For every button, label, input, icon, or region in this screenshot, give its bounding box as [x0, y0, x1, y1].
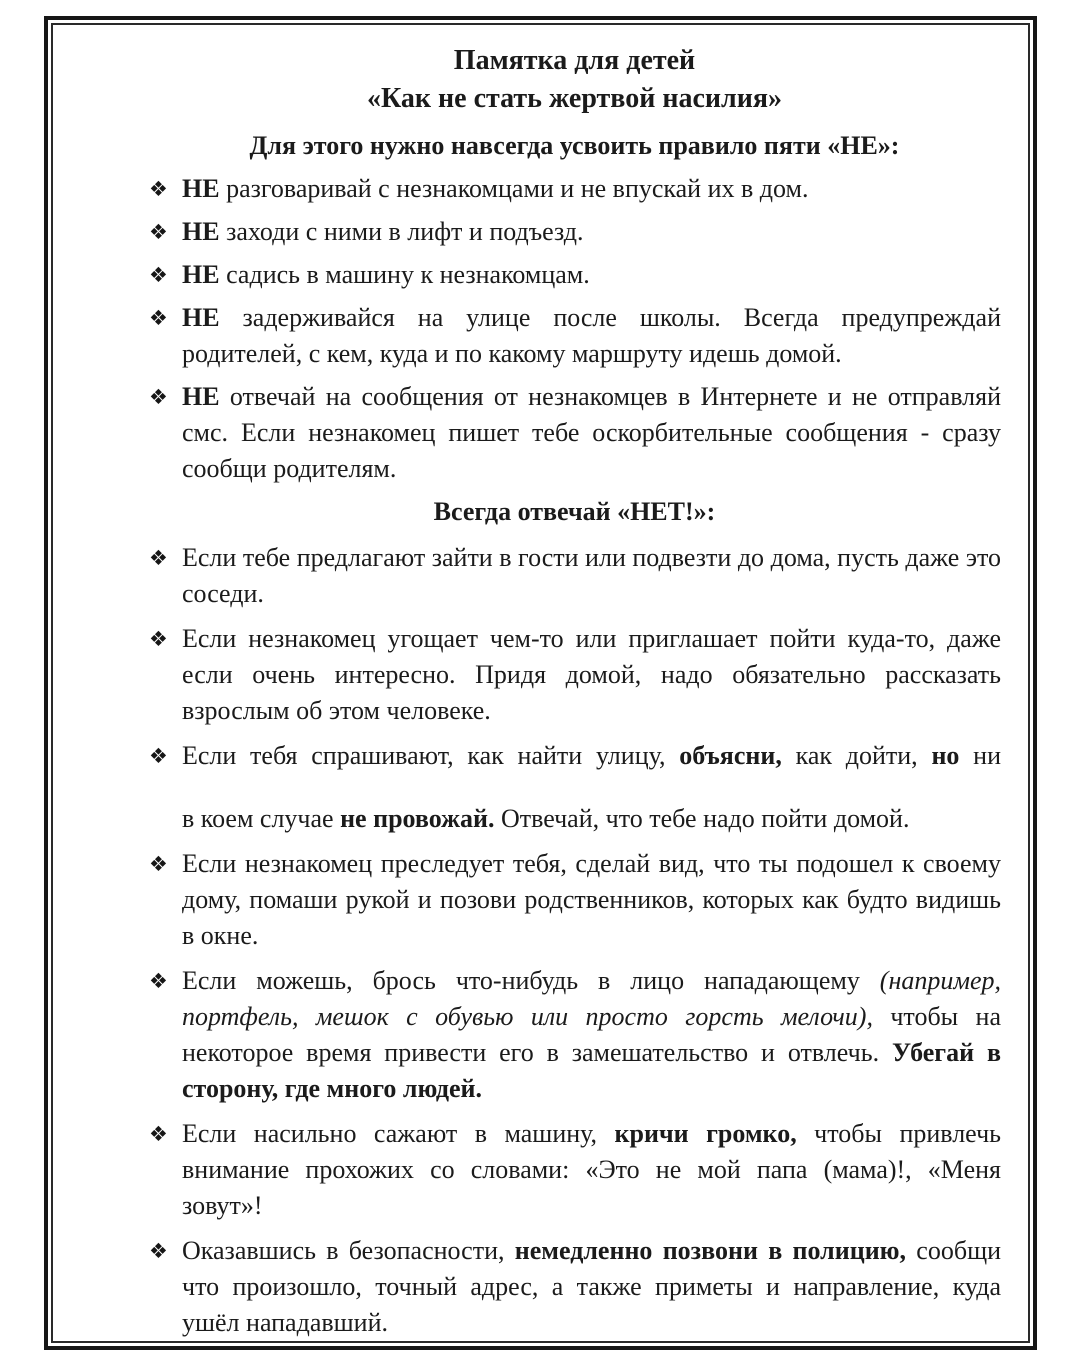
- item-text: [182, 171, 1001, 207]
- text-run: отвечай на сообщения от незнакомцев в Интернете и не отправляй смс. Если незнакомец пишет тебе оскорбительные сообщения - сразу сообщи родителям.: [182, 382, 1001, 483]
- text-run: чтобы привлечь внимание прохожих со словами: «Это не мой папа (мама)!, «Меня зовут»!: [182, 1119, 1002, 1220]
- text-run: Оказавшись в безопасности,: [182, 1236, 515, 1265]
- bold-text-run: НЕ: [182, 260, 220, 289]
- item-text: [182, 621, 1001, 729]
- diamond-bullet-icon: ❖: [149, 627, 168, 651]
- text-run: Если можешь, брось что-нибудь в лицо нападающему: [182, 966, 880, 995]
- bold-text-run: НЕ: [182, 303, 220, 332]
- memo-content: [48, 20, 1033, 1346]
- section-heading: Всегда отвечай «НЕТ!»:: [433, 497, 716, 526]
- text-run: ни: [959, 741, 1001, 770]
- list-item: [148, 738, 1001, 837]
- list-item: [148, 214, 1001, 250]
- text-run: Отвечай, что тебе надо пойти домой.: [494, 804, 910, 833]
- item-text: [182, 257, 1001, 293]
- text-run: сообщи что произошло, точный адрес, а также приметы и направление, куда ушёл нападавший.: [182, 1236, 1002, 1337]
- list-item: [148, 1116, 1001, 1224]
- bold-text-run: НЕ: [182, 382, 220, 411]
- text-run: Если незнакомец угощает чем-то или приглашает пойти куда-то, даже если очень интересно. Придя домой, надо обязательно рассказать взрослым об этом человеке.: [182, 624, 1001, 725]
- list-item: [148, 846, 1001, 954]
- section-rule-of-five-ne: [148, 128, 1001, 487]
- text-run: Если тебя спрашивают, как найти улицу,: [182, 741, 680, 770]
- list-item: [148, 1233, 1001, 1341]
- diamond-bullet-icon: ❖: [149, 306, 168, 330]
- item-list: [148, 171, 1001, 487]
- diamond-bullet-icon: ❖: [149, 744, 168, 768]
- bold-text-run: объясни,: [679, 741, 782, 770]
- item-list: [148, 540, 1001, 1341]
- text-run: в коем случае: [182, 804, 341, 833]
- item-text: [182, 540, 1001, 612]
- diamond-bullet-icon: ❖: [149, 177, 168, 201]
- bold-text-run: НЕ: [182, 217, 220, 246]
- bold-text-run: но: [931, 741, 960, 770]
- diamond-bullet-icon: ❖: [149, 385, 168, 409]
- item-text: [182, 1116, 1001, 1224]
- list-item: [148, 963, 1001, 1107]
- section-always-answer-no: [148, 494, 1001, 1341]
- bold-text-run: не провожай.: [340, 804, 495, 833]
- list-item: [148, 171, 1001, 207]
- text-run: Если насильно сажают в машину,: [182, 1119, 615, 1148]
- text-run: разговаривай с незнакомцами и не впускай их в дом.: [219, 174, 809, 203]
- item-text: [182, 214, 1001, 250]
- item-continuation-text: [182, 801, 1001, 837]
- diamond-bullet-icon: ❖: [149, 1239, 168, 1263]
- bold-text-run: НЕ: [182, 174, 220, 203]
- list-item: [148, 379, 1001, 487]
- italic-text-run: (например, портфель, мешок с обувью или просто горсть мелочи),: [182, 966, 1001, 1031]
- page-title: [148, 42, 1001, 118]
- bold-text-run: Убегай в сторону, где много людей.: [182, 1038, 1001, 1103]
- bold-text-run: кричи громко,: [614, 1119, 797, 1148]
- item-text: [182, 379, 1001, 487]
- item-text: [182, 738, 1001, 774]
- list-item: [148, 257, 1001, 293]
- diamond-bullet-icon: ❖: [149, 1122, 168, 1146]
- text-run: задерживайся на улице после школы. Всегда предупреждай родителей, с кем, куда и по какому маршруту идешь домой.: [182, 303, 1001, 368]
- bold-text-run: немедленно позвони в полицию,: [514, 1236, 907, 1265]
- item-text: [182, 963, 1001, 1107]
- diamond-bullet-icon: ❖: [149, 852, 168, 876]
- item-text: [182, 846, 1001, 954]
- list-item: [148, 540, 1001, 612]
- title-line-2: «Как не стать жертвой насилия»: [366, 83, 783, 114]
- diamond-bullet-icon: ❖: [149, 546, 168, 570]
- title-line-1: Памятка для детей: [453, 45, 696, 76]
- diamond-bullet-icon: ❖: [149, 220, 168, 244]
- text-run: как дойти,: [781, 741, 932, 770]
- list-item: [148, 621, 1001, 729]
- text-run: Если тебе предлагают зайти в гости или подвезти до дома, пусть даже это соседи.: [182, 543, 1001, 608]
- outer-frame: [44, 16, 1037, 1350]
- list-item: [148, 300, 1001, 372]
- diamond-bullet-icon: ❖: [149, 263, 168, 287]
- section-heading: Для этого нужно навсегда усвоить правило пяти «НЕ»:: [249, 131, 900, 160]
- text-run: садись в машину к незнакомцам.: [219, 260, 590, 289]
- text-run: заходи с ними в лифт и подъезд.: [219, 217, 584, 246]
- item-text: [182, 300, 1001, 372]
- item-text: [182, 1233, 1001, 1341]
- diamond-bullet-icon: ❖: [149, 969, 168, 993]
- text-run: чтобы на некоторое время привести его в замешательство и отвлечь.: [182, 1002, 1001, 1067]
- text-run: Если незнакомец преследует тебя, сделай вид, что ты подошел к своему дому, помаши рукой и позови родственников, которых как будто видишь в окне.: [182, 849, 1001, 950]
